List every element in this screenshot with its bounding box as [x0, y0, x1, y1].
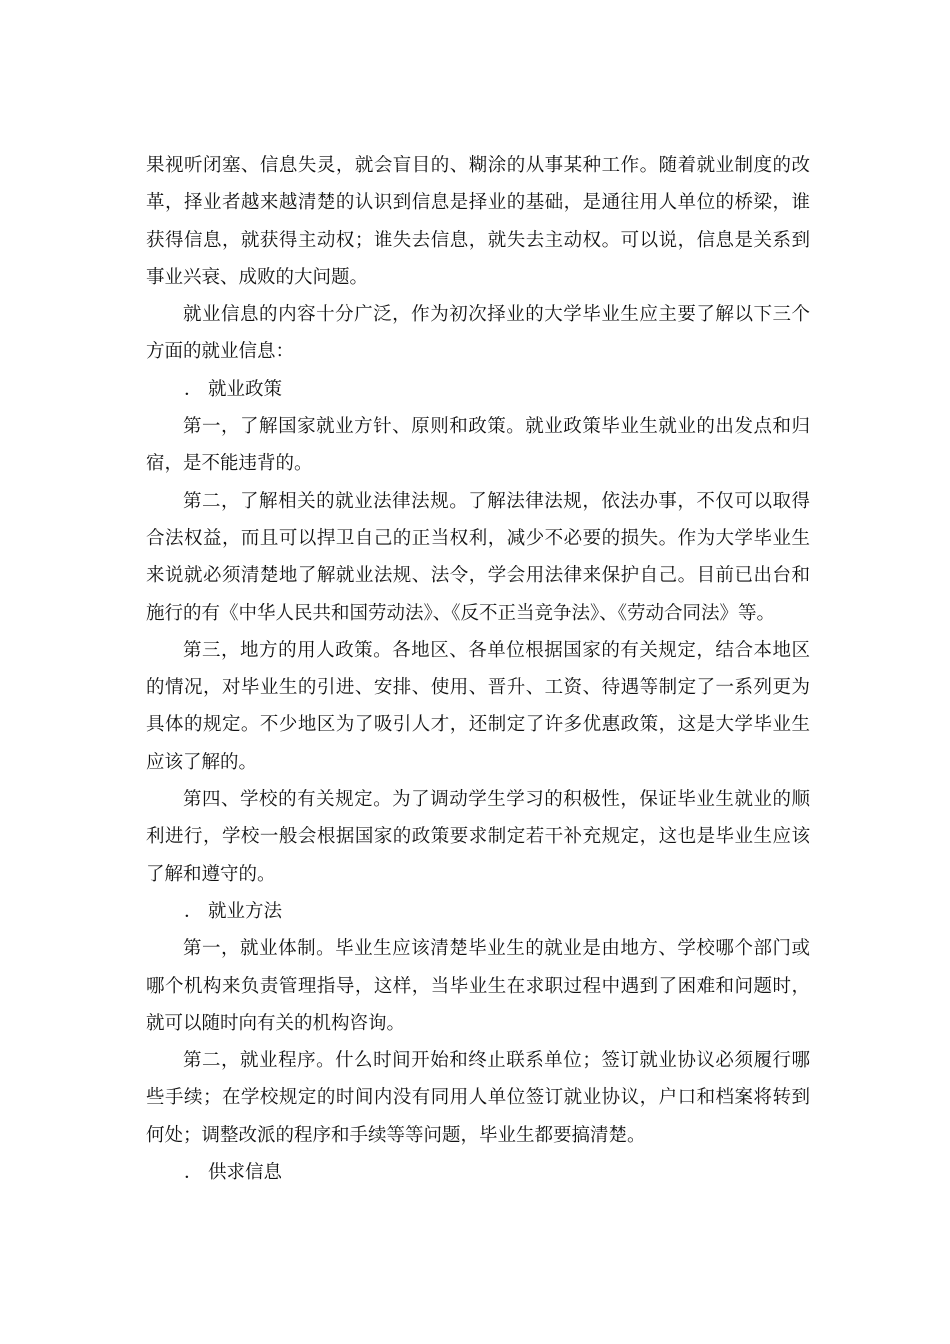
paragraph-policy-4: 第四、学校的有关规定。为了调动学生学习的积极性，保证毕业生就业的顺利进行，学校一般会根据国家的政策要求制定若干补充规定，这也是毕业生应该了解和遵守的。 [146, 789, 810, 885]
paragraph-method-1: 第一，就业体制。毕业生应该清楚毕业生的就业是由地方、学校哪个部门或哪个机构来负责管理指导，这样，当毕业生在求职过程中遇到了困难和问题时，就可以随时向有关的机构咨询。 [146, 938, 810, 1034]
paragraph-2: 就业信息的内容十分广泛，作为初次择业的大学毕业生应主要了解以下三个方面的就业信息： [146, 304, 810, 363]
heading-text: 就业方法 [208, 900, 283, 922]
paragraph-policy-1: 第一，了解国家就业方针、原则和政策。就业政策毕业生就业的出发点和归宿，是不能违背的。 [146, 416, 810, 475]
paragraph-policy-2: 第二，了解相关的就业法律法规。了解法律法规，依法办事，不仅可以取得合法权益，而且可以捍卫自己的正当权利，减少不必要的损失。作为大学毕业生来说就必须清楚地了解就业法规、法令，学会用法律来保护自己。目前已出台和施行的有《中华人民共和国劳动法》、《反不正当竞争法》、《劳动合同法》等。 [146, 490, 810, 624]
heading-bullet: ． [184, 378, 203, 400]
heading-text: 就业政策 [208, 378, 283, 400]
section-heading-employment-policy [146, 371, 810, 408]
paragraph-1: 果视听闭塞、信息失灵，就会盲目的、糊涂的从事某种工作。随着就业制度的改革，择业者越来越清楚的认识到信息是择业的基础，是通往用人单位的桥梁，谁获得信息，就获得主动权；谁失去信息，就失去主动权。可以说，信息是关系到事业兴衰、成败的大问题。 [146, 155, 810, 288]
section-heading-supply-demand [146, 1154, 810, 1191]
heading-bullet: ． [184, 1162, 203, 1184]
section-heading-employment-method [146, 893, 810, 930]
heading-bullet: ． [184, 900, 203, 922]
paragraph-policy-3: 第三，地方的用人政策。各地区、各单位根据国家的有关规定，结合本地区的情况，对毕业生的引进、安排、使用、晋升、工资、待遇等制定了一系列更为具体的规定。不少地区为了吸引人才，还制定了许多优惠政策，这是大学毕业生应该了解的。 [146, 639, 810, 773]
paragraph-method-2: 第二，就业程序。什么时间开始和终止联系单位；签订就业协议必须履行哪些手续；在学校规定的时间内没有同用人单位签订就业协议，户口和档案将转到何处；调整改派的程序和手续等等问题，毕业生都要搞清楚。 [146, 1050, 810, 1146]
heading-text: 供求信息 [208, 1162, 283, 1184]
